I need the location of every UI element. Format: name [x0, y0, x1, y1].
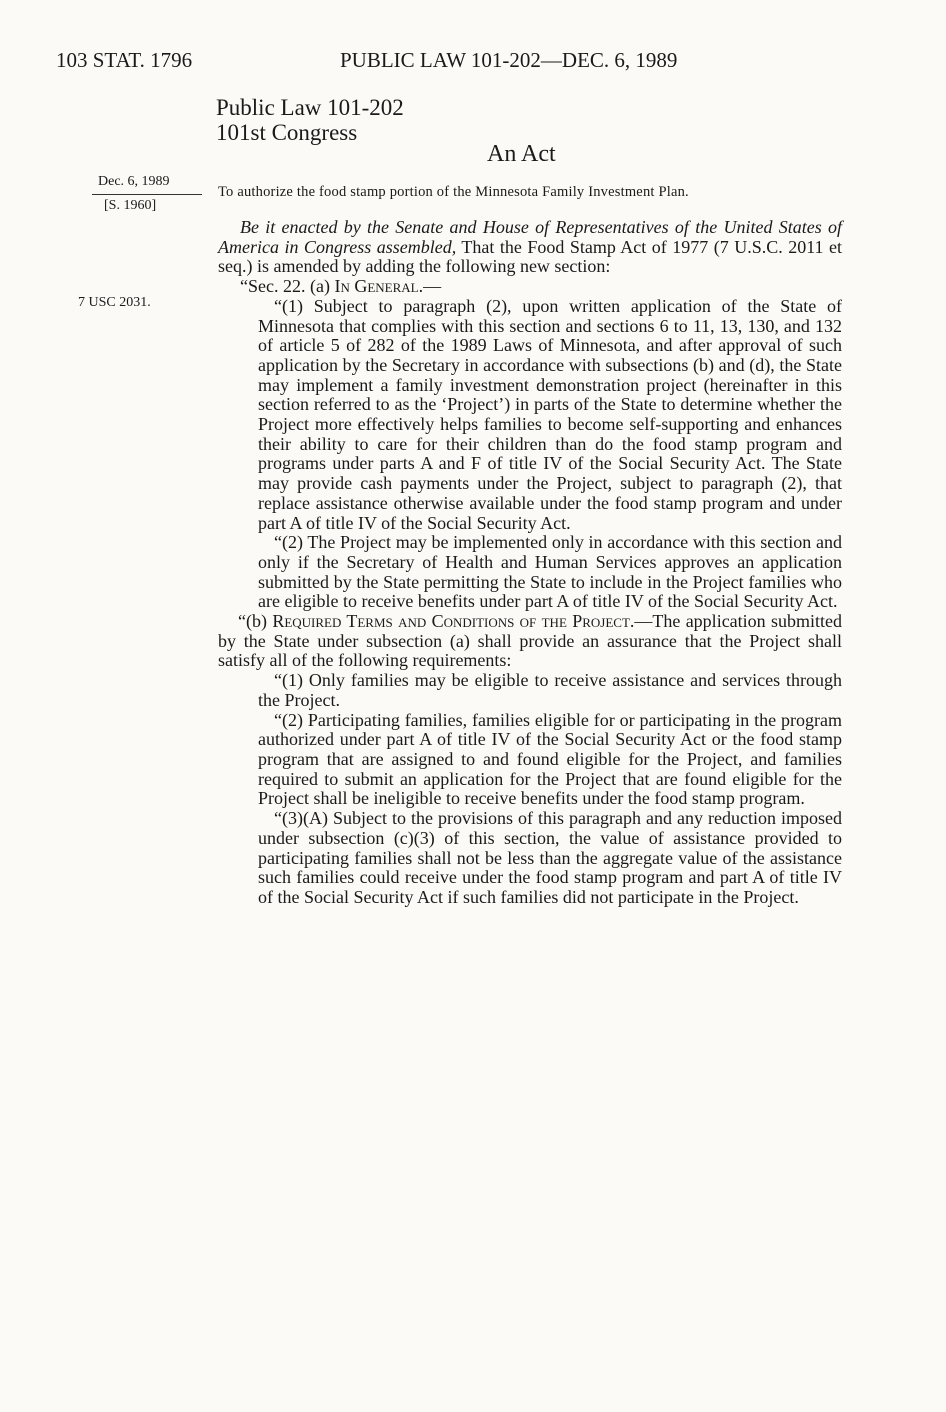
section-22-prefix: “Sec. 22. (a) [240, 276, 335, 297]
subsection-b [218, 612, 842, 671]
law-title [216, 95, 404, 145]
margin-usc-citation: 7 USC 2031. [78, 295, 151, 310]
paragraph-a2: “(2) The Project may be implemented only in accordance with this section and only if the Secretary of Health and Human Services approves an application submitted by the State permitting the State to include in the Project families who are eligible to receive benefits under part A of title IV of the Social Security Act. [258, 532, 842, 612]
paragraph-a1: “(1) Subject to paragraph (2), upon written application of the State of Minnesota that complies with this section and sections 6 to 11, 13, 130, and 132 of article 5 of 282 of the 1989 Laws of Minnesota, and after approval of such application by the Secretary in accordance with subsections (b) and (d), the State may implement a family investment demonstration project (hereinafter in this section referred to as the ‘Project’) in parts of the State to determine whether the Project more effectively helps families to become self-supporting and enhances their ability to care for their children than do the food stamp program and programs under parts A and F of title IV of the Social Security Act. The State may provide cash payments under the Project, subject to paragraph (2), that replace assistance otherwise available under the food stamp program and under part A of title IV of the Social Security Act. [258, 295, 842, 533]
purpose-line: To authorize the food stamp portion of the Minnesota Family Investment Plan. [218, 184, 689, 200]
page-reference: 103 STAT. 1796 [56, 48, 193, 72]
paragraph-b2: “(2) Participating families, families eligible for or participating in the program authorized under part A of title IV of the Social Security Act or the food stamp program that are assigned to and found eligible for the Project, and families required to submit an application for the Project that are found eligible for the Project shall be ineligible to receive benefits under the food stamp program. [258, 709, 842, 809]
subsection-b-text: —The application submitted by the State under subsection (a) shall provide an assurance that the Project shall satisfy all of the following requirements: [218, 611, 842, 671]
section-22-heading [218, 277, 842, 297]
enacting-text: That the Food Stamp Act of 1977 (7 U.S.C. 2011 et seq.) is amended by adding the following new section: [218, 236, 842, 277]
paragraph-b3a: “(3)(A) Subject to the provisions of this paragraph and any reduction imposed under subsection (c)(3) of this section, the value of assistance provided to participating families shall not be less than the aggregate value of the assistance such families could receive under the food stamp program and part A of title IV of the Social Security Act if such families did not participate in the Project. [258, 808, 842, 907]
running-head: PUBLIC LAW 101-202—DEC. 6, 1989 [340, 48, 678, 72]
subsection-a-heading: In General.— [334, 276, 442, 297]
subsection-b-heading: Required Terms and Conditions of the Project. [272, 611, 635, 632]
congress-number: 101st Congress [216, 120, 358, 145]
enacting-formula: Be it enacted by the Senate and House of Representatives of the United States of America in Congress assembled, [218, 217, 842, 257]
paragraph-b1: “(1) Only families may be eligible to receive assistance and services through the Project. [258, 670, 842, 710]
margin-rule [92, 194, 202, 195]
margin-date: Dec. 6, 1989 [98, 174, 170, 189]
subsection-b-prefix: “(b) [238, 611, 273, 632]
act-body [218, 218, 842, 908]
margin-bill-number: [S. 1960] [104, 198, 157, 213]
act-heading: An Act [487, 141, 556, 167]
enacting-clause [218, 218, 842, 277]
law-number: Public Law 101-202 [216, 95, 404, 120]
